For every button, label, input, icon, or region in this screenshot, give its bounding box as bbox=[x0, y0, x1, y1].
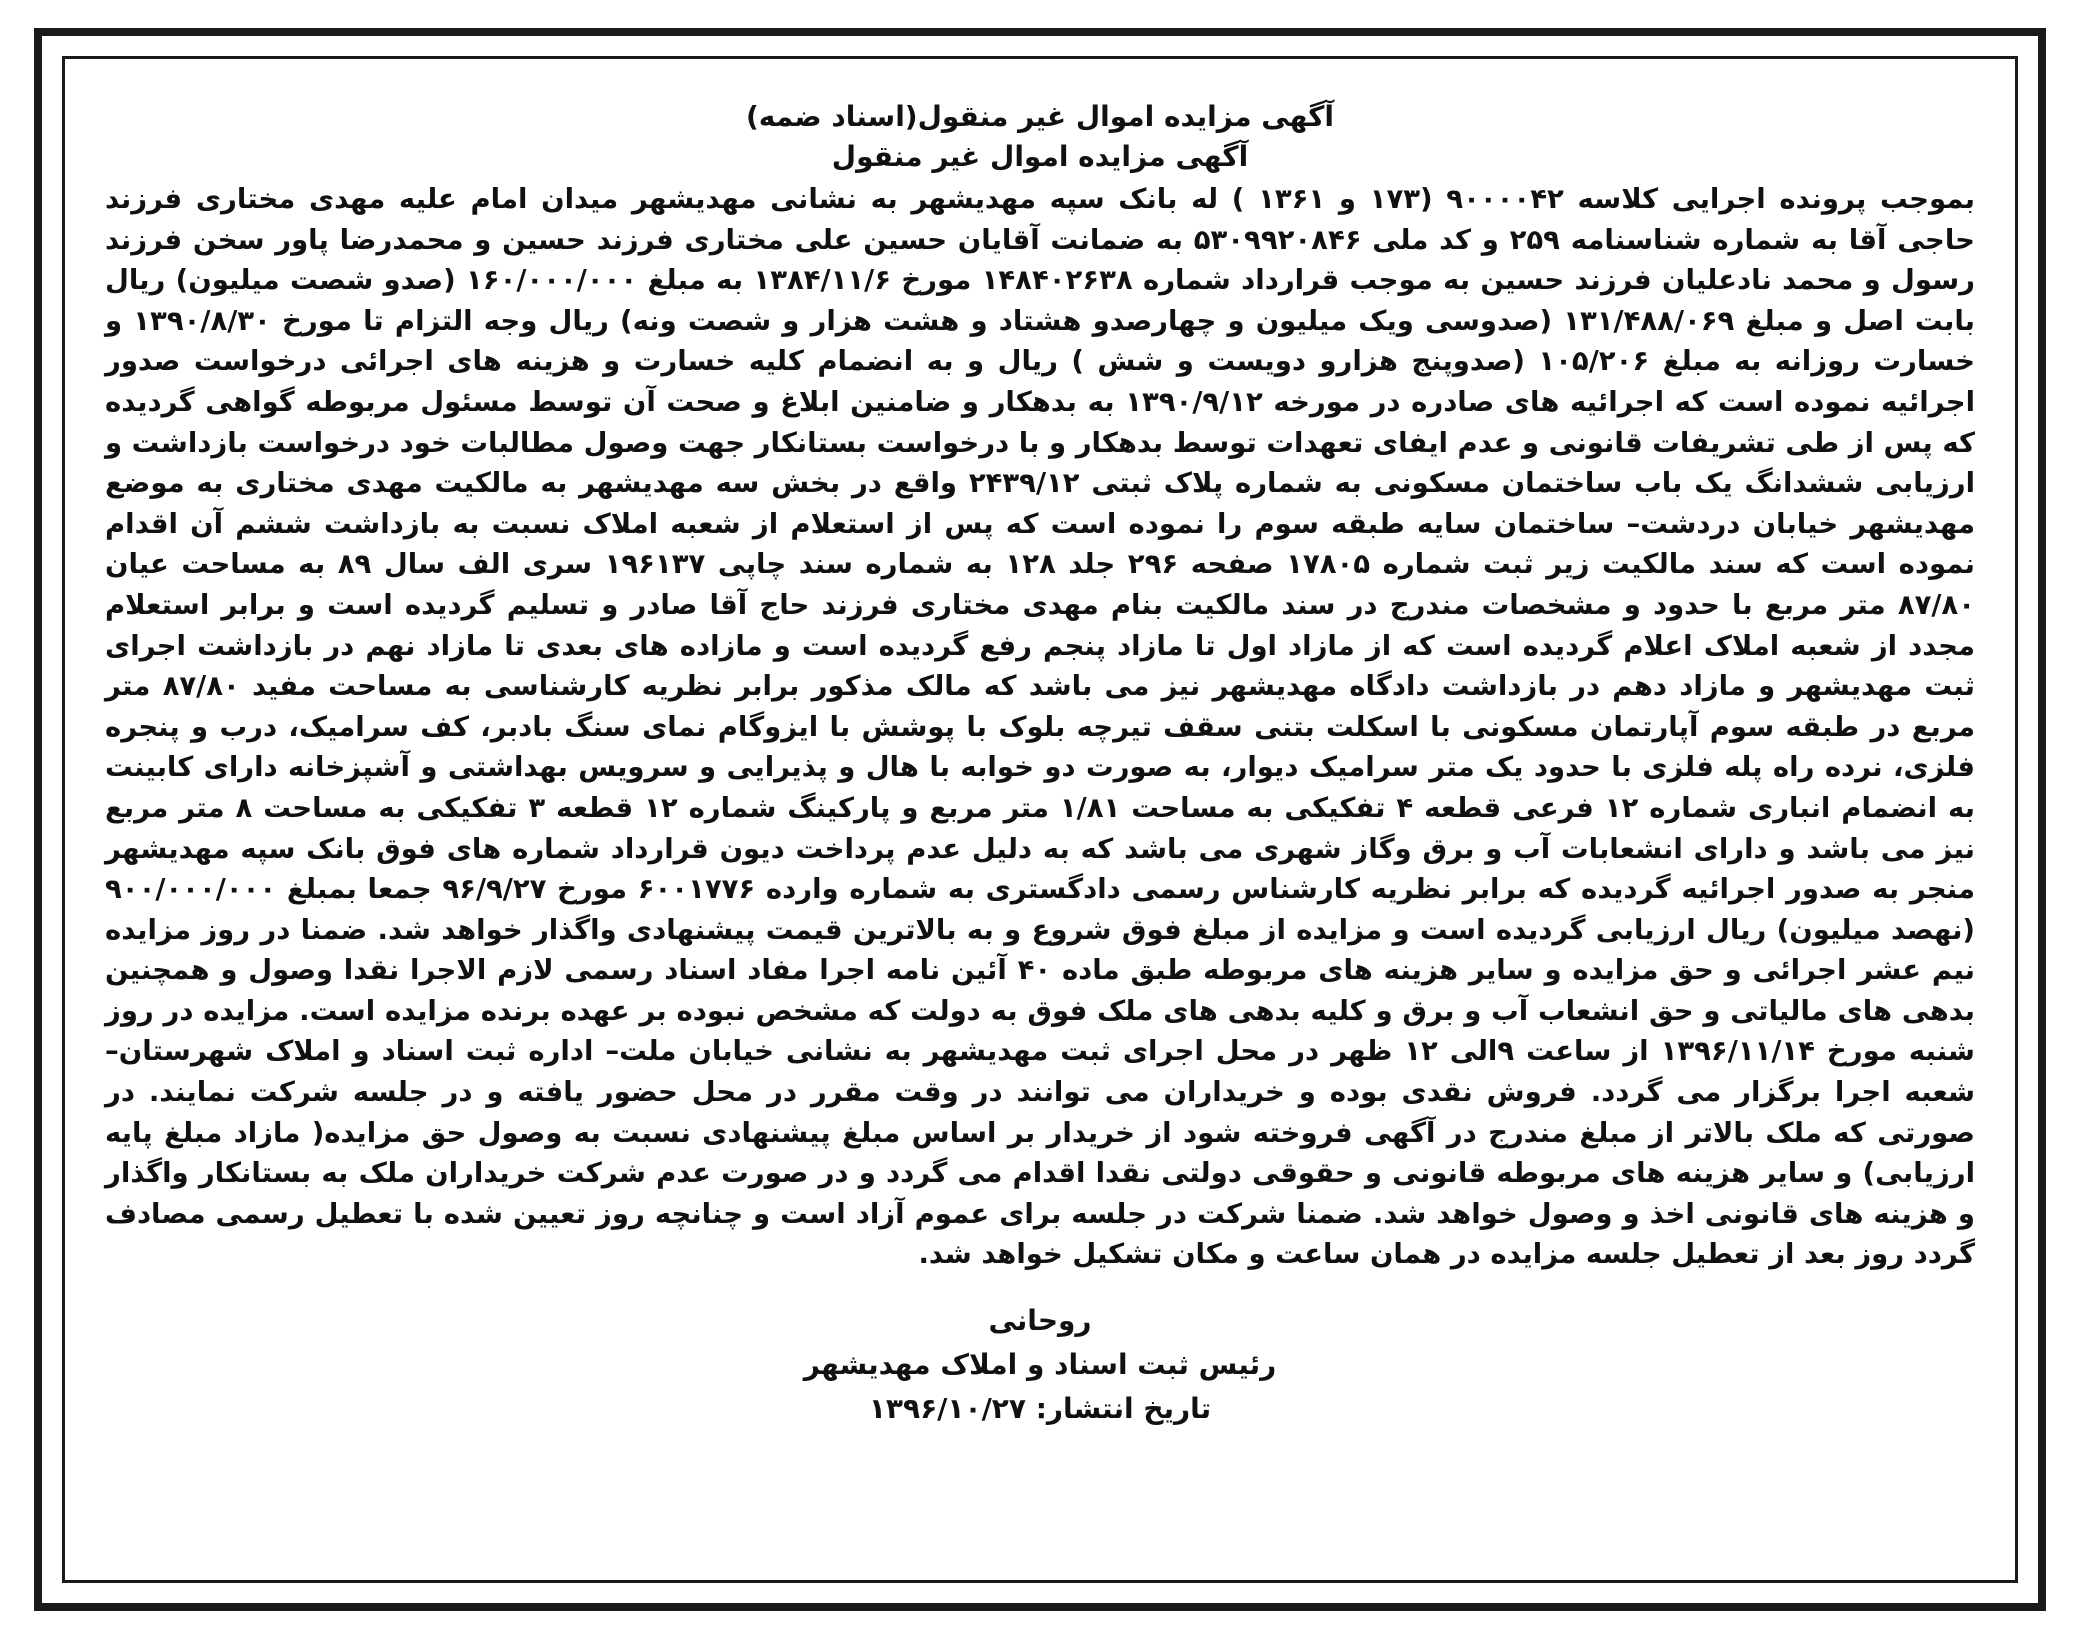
signature-block bbox=[105, 1299, 1975, 1431]
notice-title: آگهی مزایده اموال غیر منقول(اسناد ضمه) bbox=[746, 100, 1334, 133]
notice-subtitle: آگهی مزایده اموال غیر منقول bbox=[831, 140, 1249, 173]
notice-frame bbox=[62, 56, 2018, 1583]
outer-border bbox=[34, 28, 2046, 1611]
signer-position: رئیس ثبت اسناد و املاک مهدیشهر bbox=[803, 1348, 1277, 1382]
signer-name: روحانی bbox=[988, 1304, 1092, 1338]
notice-header bbox=[105, 97, 1975, 177]
notice-body: بموجب پرونده اجرایی کلاسه ۹۰۰۰۰۴۲ (۱۷۳ و ۱۳۶۱ ) له بانک سپه مهدیشهر به نشانی مهدیشهر میدان امام علیه مهدی مختاری فرزند حاجی آقا به شماره شناسنامه ۲۵۹ و کد ملی ۵۳۰۹۹۲۰۸۴۶ به ضمانت آقایان حسین علی مختاری فرزند حسین و محمدرضا پاور سخن فرزند رسول و محمد نادعلیان فرزند حسین به موجب قرارداد شماره ۱۴۸۴۰۲۶۳۸ مورخ ۱۳۸۴/۱۱/۶ به مبلغ ۱۶۰/۰۰۰/۰۰۰ (صدو شصت میلیون) ریال بابت اصل و مبلغ ۱۳۱/۴۸۸/۰۶۹ (صدوسی ویک میلیون و چهارصدو هشتاد و هشت هزار و شصت ونه) ریال وجه التزام تا مورخ ۱۳۹۰/۸/۳۰ و خسارت روزانه به مبلغ ۱۰۵/۲۰۶ (صدوپنج هزارو دویست و شش ) ریال و به انضمام کلیه خسارت و هزینه های اجرائی درخواست صدور اجرائیه نموده است که اجرائیه های صادره در مورخه ۱۳۹۰/۹/۱۲ به بدهکار و ضامنین ابلاغ و صحت آن توسط مسئول مربوطه گواهی گردیده که پس از طی تشریفات قانونی و عدم ایفای تعهدات توسط بدهکار و با درخواست بستانکار جهت وصول مطالبات خود درخواست بازداشت و ارزیابی ششدانگ یک باب ساختمان مسکونی به شماره پلاک ثبتی ۲۴۳۹/۱۲ واقع در بخش سه مهدیشهر به مالکیت مهدی مختاری به موضع مهدیشهر خیابان دردشت– ساختمان سایه طبقه سوم را نموده است که پس از استعلام از شعبه املاک نسبت به بازداشت ششم آن اقدام نموده است که سند مالکیت زیر ثبت شماره ۱۷۸۰۵ صفحه ۲۹۶ جلد ۱۲۸ به شماره سند چاپی ۱۹۶۱۳۷ سری الف سال ۸۹ به مساحت عیان ۸۷/۸۰ متر مربع با حدود و مشخصات مندرج در سند مالکیت بنام مهدی مختاری فرزند حاج آقا صادر و تسلیم گردیده است و برابر استعلام مجدد از شعبه املاک اعلام گردیده است که از مازاد اول تا مازاد پنجم رفع گردیده است و مازاده های بعدی تا مازاد نهم در بازداشت اجرای ثبت مهدیشهر و مازاد دهم در بازداشت دادگاه مهدیشهر نیز می باشد که مالک مذکور برابر نظریه کارشناسی به مساحت مفید ۸۷/۸۰ متر مربع در طبقه سوم آپارتمان مسکونی با اسکلت بتنی سقف تیرچه بلوک با پوشش با ایزوگام نمای سنگ بادبر، کف سرامیک، درب و پنجره فلزی، نرده راه پله فلزی با حدود یک متر سرامیک دیوار، به صورت دو خوابه با هال و پذیرایی و سرویس بهداشتی و آشپزخانه دارای کابینت به انضمام انباری شماره ۱۲ فرعی قطعه ۴ تفکیکی به مساحت ۱/۸۱ متر مربع و پارکینگ شماره ۱۲ قطعه ۳ تفکیکی به مساحت ۸ متر مربع نیز می باشد و دارای انشعابات آب و برق وگاز شهری می باشد که به دلیل عدم پرداخت دیون قرارداد شماره های فوق بانک سپه مهدیشهر منجر به صدور اجرائیه گردیده که برابر نظریه کارشناس رسمی دادگستری به شماره وارده ۶۰۰۱۷۷۶ مورخ ۹۶/۹/۲۷ جمعا بمبلغ ۹۰۰/۰۰۰/۰۰۰ (نهصد میلیون) ریال ارزیابی گردیده است و مزایده از مبلغ فوق شروع و به بالاترین قیمت پیشنهادی واگذار خواهد شد. ضمنا در روز مزایده نیم عشر اجرائی و حق مزایده و سایر هزینه های مربوطه طبق ماده ۴۰ آئین نامه اجرا مفاد اسناد رسمی لازم الاجرا نقدا وصول و همچنین بدهی های مالیاتی و حق انشعاب آب و برق و کلیه بدهی های ملک فوق به دولت که مشخص نبوده بر عهده برنده مزایده است. مزایده در روز شنبه مورخ ۱۳۹۶/۱۱/۱۴ از ساعت ۹الی ۱۲ ظهر در محل اجرای ثبت مهدیشهر به نشانی خیابان ملت– اداره ثبت اسناد و املاک شهرستان– شعبه اجرا برگزار می گردد. فروش نقدی بوده و خریداران می توانند در وقت مقرر در محل حضور یافته و در جلسه شرکت نمایند. در صورتی که ملک بالاتر از مبلغ مندرج در آگهی فروخته شود از خریدار بر اساس مبلغ پیشنهادی نسبت به وصول حق مزایده( مازاد مبلغ پایه ارزیابی) و سایر هزینه های مربوطه قانونی و حقوقی دولتی نقدا اقدام می گردد و در صورت عدم شرکت خریداران ملک به بستانکار واگذار و هزینه های قانونی اخذ و وصول خواهد شد. ضمنا شرکت در جلسه برای عموم آزاد است و چنانچه روز تعیین شده با تعطیل رسمی مصادف گردد روز بعد از تعطیل جلسه مزایده در همان ساعت و مکان تشکیل خواهد شد. bbox=[105, 183, 1976, 1271]
publish-date: تاریخ انتشار: ۱۳۹۶/۱۰/۲۷ bbox=[868, 1392, 1212, 1426]
